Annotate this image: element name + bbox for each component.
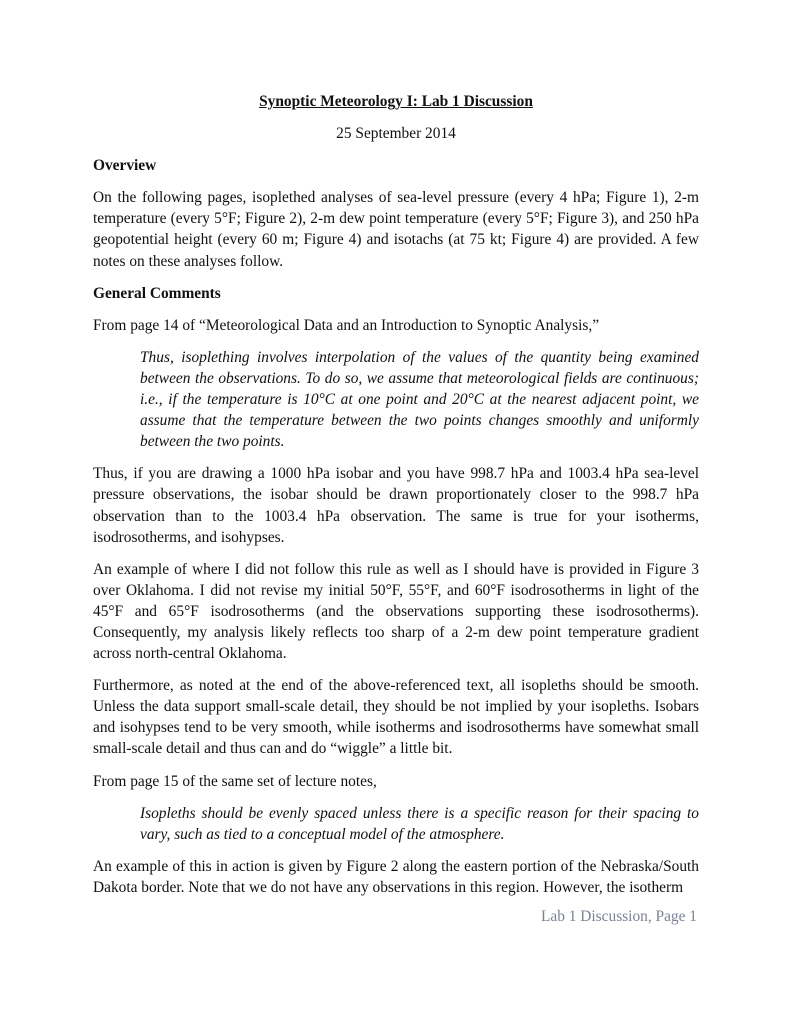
overview-heading: Overview [93, 157, 157, 175]
source-intro-page-15: From page 15 of the same set of lecture notes, [93, 772, 377, 790]
quote-even-spacing: Isopleths should be evenly spaced unless there is a specific reason for their spacing to vary, such as tied to a conceptual model of the atmosphere. [140, 804, 699, 843]
page-footer: Lab 1 Discussion, Page 1 [540, 908, 697, 925]
quote-interpolation: Thus, isoplething involves interpolation of the values of the quantity being examined between the observations. To do so, we assume that meteorological fields are continuous; i.e., if the temperature is 10°C at one point and 20°C at the nearest adjacent point, we assume that the temperature between the two points changes smoothly and uniformly between the two points. [140, 348, 699, 451]
overview-paragraph: On the following pages, isoplethed analyses of sea-level pressure (every 4 hPa; Figure 1), 2-m temperature (every 5°F; Figure 2), 2-m dew point temperature (every 5°F; Figure 3), and 250 hPa geopotential height (every 60 m; Figure 4) and isotachs (at 75 kt; Figure 4) are provided. A few notes on these analyses follow. [93, 189, 699, 270]
paragraph-nebraska-example: An example of this in action is given by Figure 2 along the eastern portion of the Nebraska/South Dakota border. Note that we do not have any observations in this region. However, the isotherm [93, 857, 699, 896]
paragraph-isobar-proportional: Thus, if you are drawing a 1000 hPa isobar and you have 998.7 hPa and 1003.4 hPa sea-level pressure observations, the isobar should be drawn proportionately closer to the 998.7 hPa observation than to the 1003.4 hPa observation. The same is true for your isotherms, isodrosotherms, and isohypses. [93, 465, 699, 546]
document-date: 25 September 2014 [336, 125, 456, 143]
source-intro-page-14: From page 14 of “Meteorological Data and an Introduction to Synoptic Analysis,” [93, 316, 600, 334]
document-title: Synoptic Meteorology I: Lab 1 Discussion [259, 93, 533, 110]
paragraph-smooth-isopleths: Furthermore, as noted at the end of the above-referenced text, all isopleths should be smooth. Unless the data support small-scale detail, they should be not implied by your isopleths. Isobars and isohypses tend to be very smooth, while isotherms and isodrosotherms have somewhat small small-scale detail and thus can and do “wiggle” a little bit. [93, 677, 699, 758]
paragraph-oklahoma-example: An example of where I did not follow this rule as well as I should have is provided in Figure 3 over Oklahoma. I did not revise my initial 50°F, 55°F, and 60°F isodrosotherms in light of the 45°F and 65°F isodrosotherms (and the observations supporting these isodrosotherms). Consequently, my analysis likely reflects too sharp of a 2-m dew point temperature gradient across north-central Oklahoma. [93, 560, 699, 663]
general-comments-heading: General Comments [93, 284, 221, 302]
document-page [93, 91, 699, 909]
